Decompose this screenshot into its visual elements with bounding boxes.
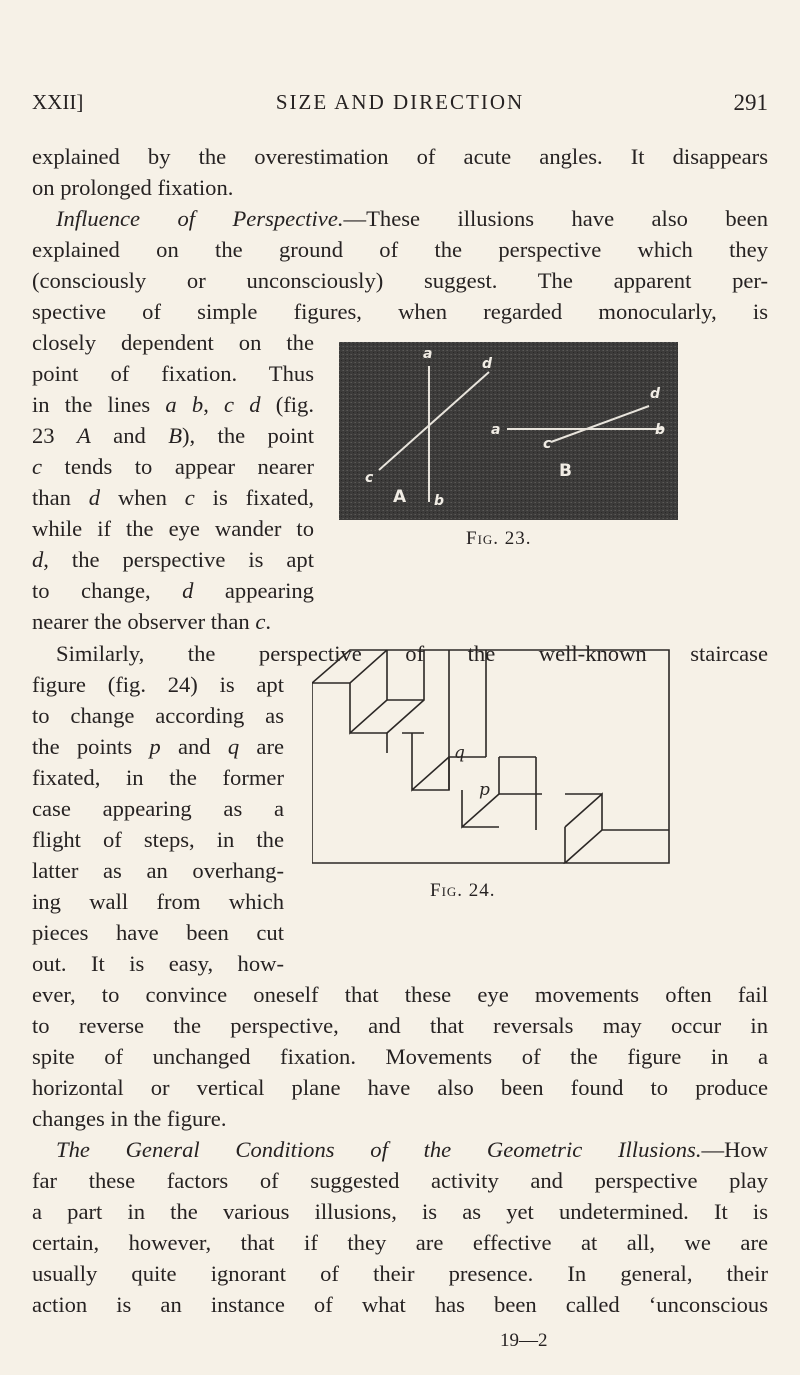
text-line: certain, however, that if they are effective at all, we are (32, 1230, 768, 1255)
text-line: explained by the overestimation of acute angles. It disappears (32, 144, 768, 169)
figure-23-background (339, 342, 678, 520)
text-line: action is an instance of what has been called ‘unconscious (32, 1292, 768, 1317)
text-line: Influence of Perspective.—These illusions have also been (56, 206, 768, 231)
text-line: to change, d appearing (32, 578, 314, 603)
label-c-mid: c (543, 436, 552, 452)
label-a-mid: a (491, 422, 501, 438)
text-line: while if the eye wander to (32, 516, 314, 541)
text-line: out. It is easy, how- (32, 951, 284, 976)
label-p: p (479, 780, 490, 800)
text-line: changes in the figure. (32, 1106, 227, 1131)
label-a-top: a (423, 346, 433, 362)
label-b-bottom: b (434, 493, 445, 509)
step-4-riser (536, 757, 602, 863)
text-line: latter as an overhang- (32, 858, 284, 883)
section-heading: Influence of Perspective. (56, 206, 344, 231)
running-header (32, 90, 768, 122)
text-line: spite of unchanged fixation. Movements of the figure in a (32, 1044, 768, 1069)
text-line: fixated, in the former (32, 765, 284, 790)
step-2-riser (412, 650, 449, 790)
text-line: to reverse the perspective, and that reversals may occur in (32, 1013, 768, 1038)
text-line: to change according as (32, 703, 284, 728)
label-d-right: d (650, 386, 661, 402)
text-line: point of fixation. Thus (32, 361, 314, 386)
text-line: case appearing as a (32, 796, 284, 821)
text-line: than d when c is fixated, (32, 485, 314, 510)
text-line: far these factors of suggested activity and perspective play (32, 1168, 768, 1193)
text-line: on prolonged fixation. (32, 175, 234, 200)
text-line: (consciously or unconsciously) suggest. The apparent per- (32, 268, 768, 293)
text-line: a part in the various illusions, is as yet undetermined. It is (32, 1199, 768, 1224)
text-line: d, the perspective is apt (32, 547, 314, 572)
text-line: usually quite ignorant of their presence. In general, their (32, 1261, 768, 1286)
step-1-top (312, 650, 387, 683)
text-line: 23 A and B), the point (32, 423, 314, 448)
step-2-top (387, 650, 424, 733)
chapter-number: XXII] (32, 90, 84, 114)
text-line: spective of simple figures, when regarded monocularly, is (32, 299, 768, 324)
figure-24-staircase (312, 645, 680, 875)
text-line: nearer the observer than c. (32, 609, 271, 634)
signature-mark: 19—2 (500, 1330, 548, 1351)
figure-23-illustration (339, 342, 678, 520)
label-B: B (559, 461, 572, 481)
text-line: in the lines a b, c d (fig. (32, 392, 315, 417)
figure-24-caption: Fig. 24. (430, 880, 496, 901)
text-line: Similarly, the perspective of the well-known staircase (56, 641, 768, 666)
text-line: ing wall from which (32, 889, 284, 914)
label-b-right: b (655, 422, 666, 438)
text-line: the points p and q are (32, 734, 285, 759)
step-1-riser (350, 650, 387, 733)
text-line: The General Conditions of the Geometric Illusions.—How (56, 1137, 768, 1162)
step-3-back (449, 650, 486, 790)
running-title: SIZE AND DIRECTION (275, 90, 525, 114)
label-q: q (454, 743, 465, 763)
text-line: flight of steps, in the (32, 827, 284, 852)
section-heading: The General Conditions of the Geometric Illusions. (56, 1137, 702, 1162)
label-c-left: c (365, 470, 374, 486)
text-line: pieces have been cut (32, 920, 284, 945)
text-line: horizontal or vertical plane have also been found to produce (32, 1075, 768, 1100)
text-line: explained on the ground of the perspective which they (32, 237, 768, 262)
text-line: figure (fig. 24) is apt (32, 672, 284, 697)
label-A: A (393, 487, 407, 507)
figure-23-caption: Fig. 23. (466, 528, 532, 549)
label-d-left: d (482, 356, 493, 372)
text-line: c tends to appear nearer (32, 454, 314, 479)
page-number: 291 (733, 90, 768, 115)
text-line: closely dependent on the (32, 330, 314, 355)
text-line: ever, to convince oneself that these eye movements often fail (32, 982, 768, 1007)
staircase-outer-edge (312, 650, 669, 863)
step-2-shadow (387, 733, 424, 753)
